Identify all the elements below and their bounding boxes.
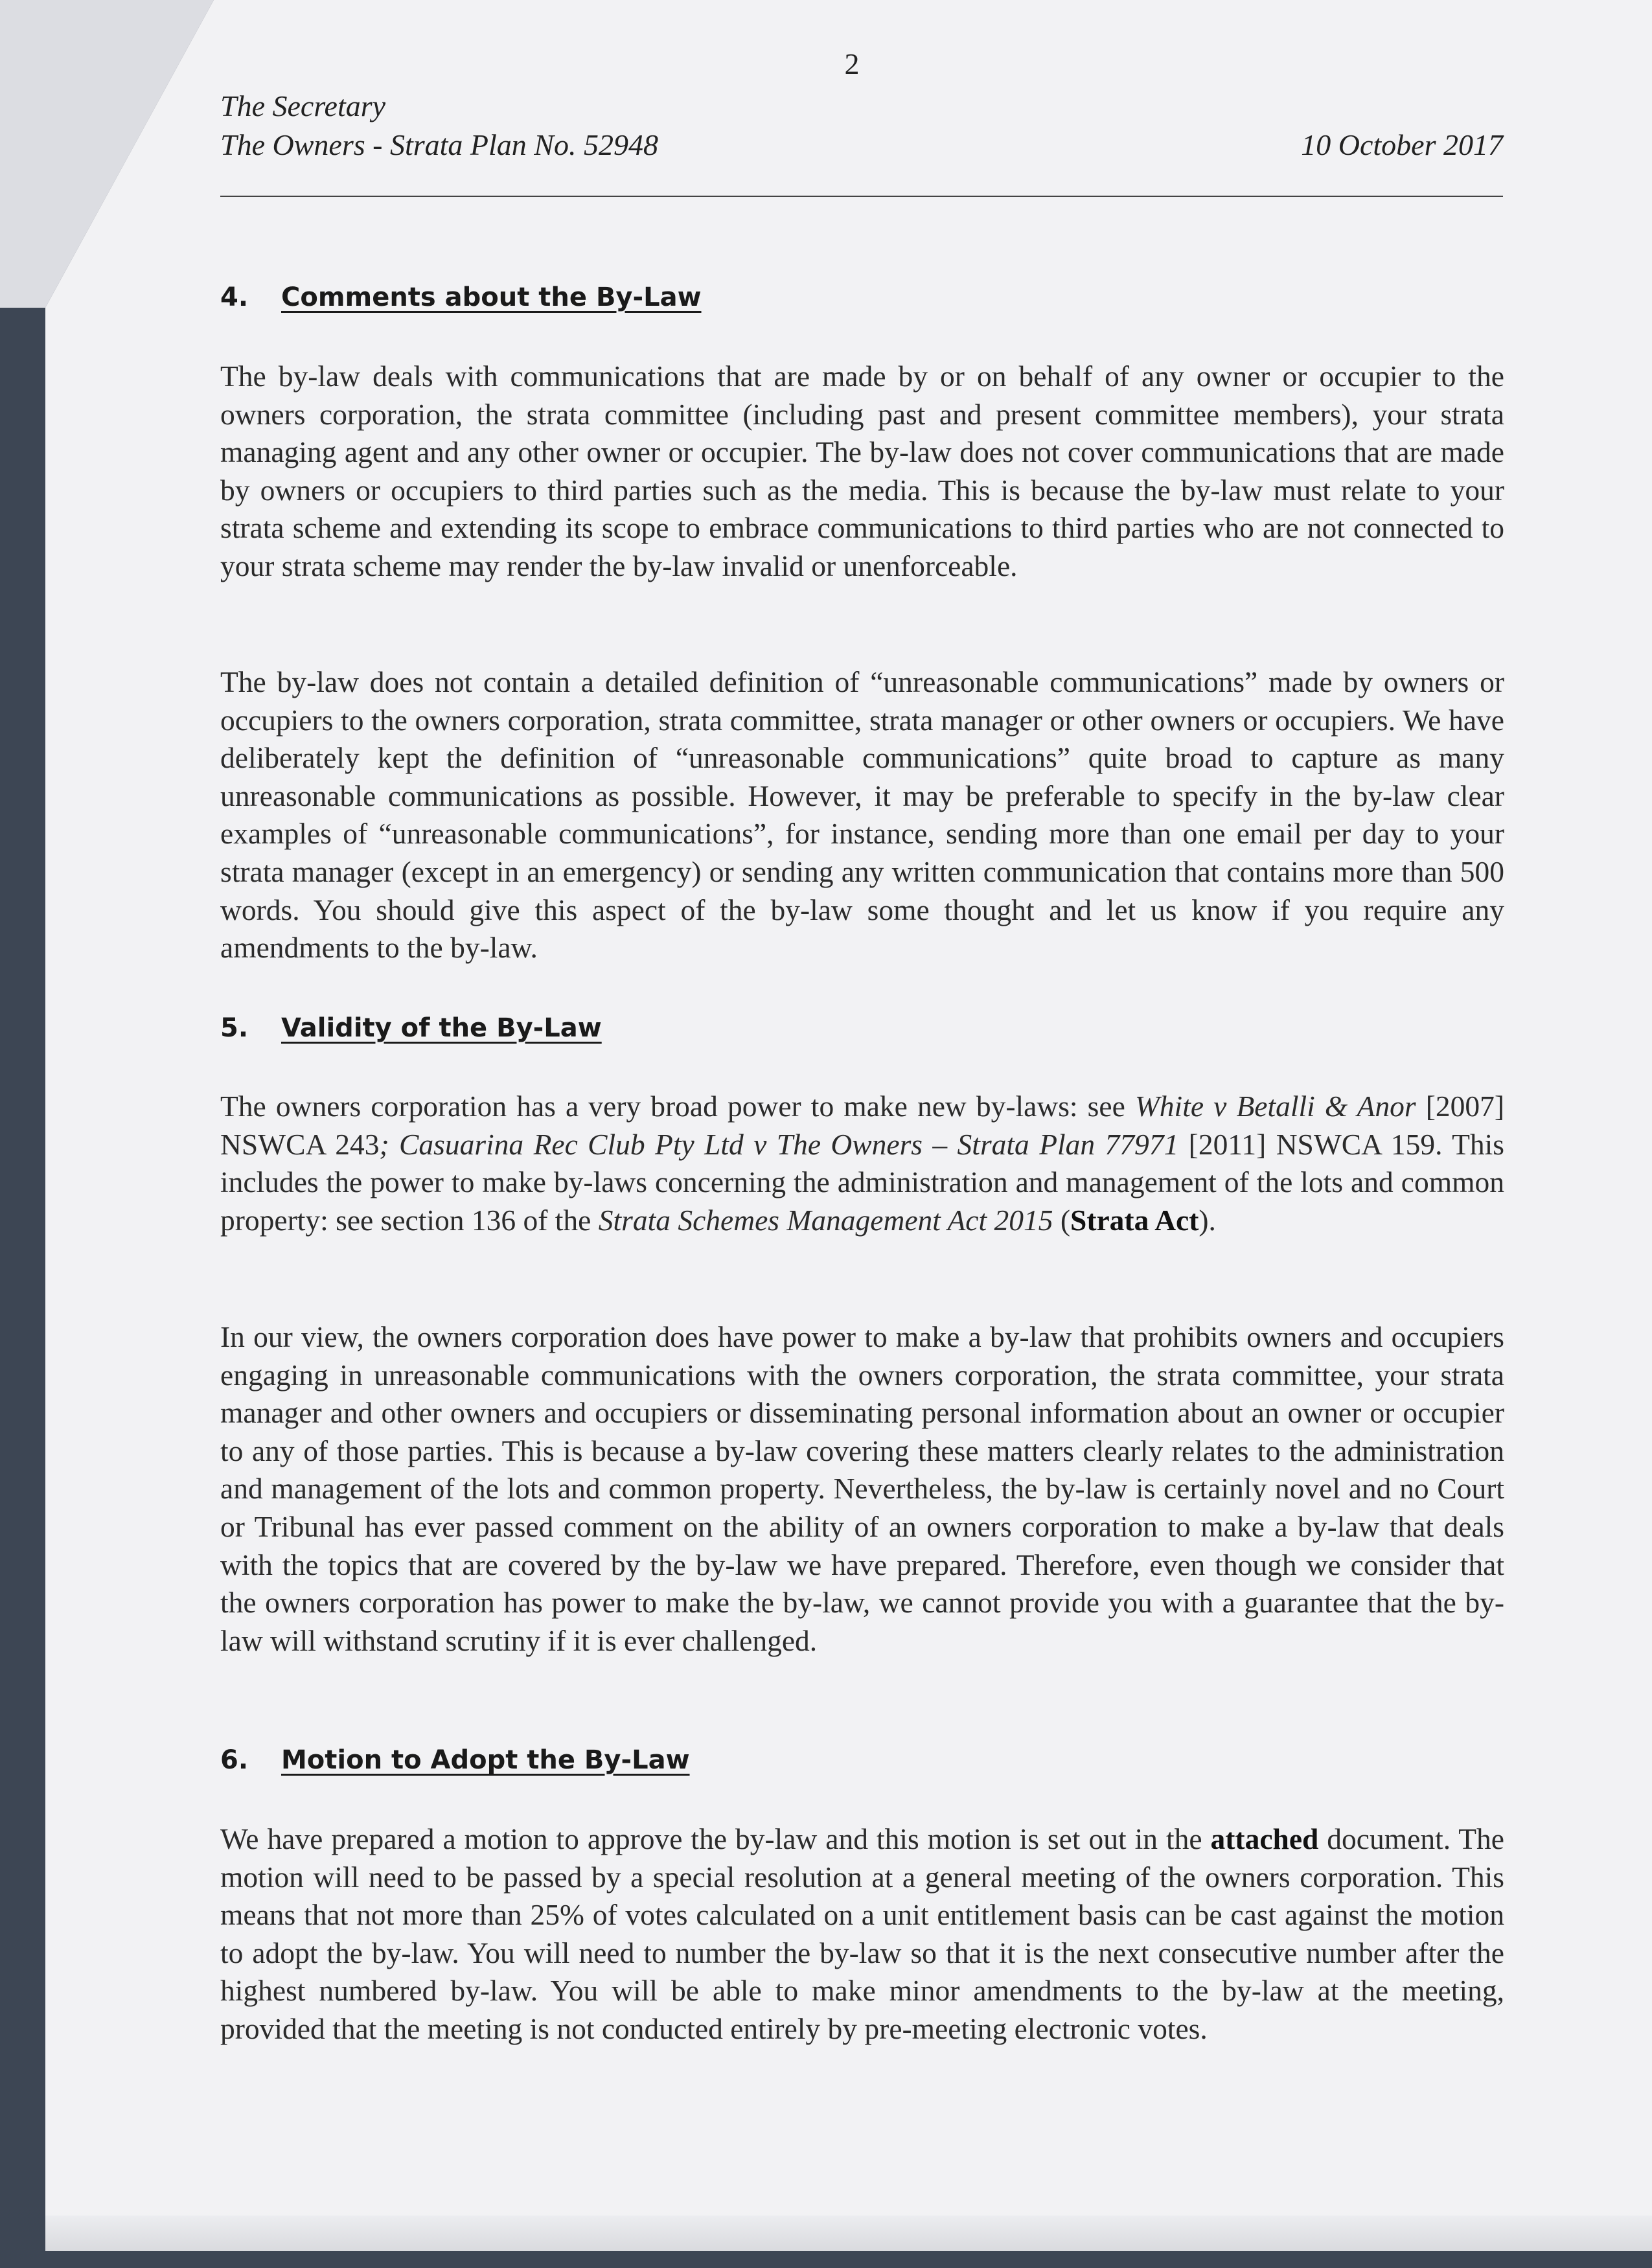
section-6-number: 6. — [220, 1745, 249, 1775]
section-5-paragraph-1: The owners corporation has a very broad power to make new by-laws: see White v Betalli & Anor [2007] NSWCA 243; Casuarina Rec Club Pty Ltd v The Owners – Strata Plan 77971 [2011] NSWCA 159. This includes the power to make by-laws concerning the administration and management of the lots and common property: see section 136 of the Strata Schemes Management Act 2015 (Strata Act). — [220, 1090, 1504, 1237]
bold-attached: attached — [1210, 1822, 1319, 1855]
section-6-paragraph-1: We have prepared a motion to approve the by-law and this motion is set out in the attached document. The motion will need to be passed by a special resolution at a general meeting of the owners corporation. This means that not more than 25% of votes calculated on a unit entitlement basis can be cast against the motion to adopt the by-law. You will need to number the by-law so that it is the next consecutive number after the highest numbered by-law. You will be able to make minor amendments to the by-law at the meeting, provided that the meeting is not conducted entirely by pre-meeting electronic votes. — [220, 1822, 1504, 2045]
section-4-paragraph-2: The by-law does not contain a detailed definition of “unreasonable communications” made by owners or occupiers to the owners corporation, strata committee, strata manager or other owners or occupiers. We have deliberately kept the definition of “unreasonable communications” quite broad to capture as many unreasonable communications as possible. However, it may be preferable to specify in the by-law clear examples of “unreasonable communications”, for instance, sending more than one email per day to your strata manager (except in an emergency) or sending any written communication that contains more than 500 words. You should give this aspect of the by-law some thought and let us know if you require any amendments to the by-law. — [220, 665, 1504, 965]
case-citation-white-v-betalli: White v Betalli & Anor — [1134, 1090, 1416, 1123]
section-4-title: Comments about the By-Law — [281, 282, 702, 312]
header-recipient: The Secretary — [220, 89, 386, 122]
section-5-title: Validity of the By-Law — [281, 1013, 602, 1043]
section-6-heading — [220, 1745, 690, 1775]
section-4-heading — [220, 282, 702, 312]
header-line-2 — [220, 124, 1503, 166]
section-4-paragraph-1: The by-law deals with communications that are made by or on behalf of any owner or occupier to the owners corporation, the strata committee (including past and present committee members), your strata managing agent and any other owner or occupier. The by-law does not cover communications that are made by owners or occupiers to third parties such as the media. This is because the by-law must relate to your strata scheme and extending its scope to embrace communications to third parties who are not connected to your strata scheme may render the by-law invalid or unenforceable. — [220, 360, 1504, 582]
page-number: 2 — [844, 47, 860, 80]
section-6-title: Motion to Adopt the By-Law — [281, 1745, 690, 1775]
section-5-heading — [220, 1013, 602, 1043]
defined-term-strata-act: Strata Act — [1070, 1203, 1199, 1237]
section-5-number: 5. — [220, 1013, 249, 1043]
section-5-paragraph-2: In our view, the owners corporation does have power to make a by-law that prohibits owners and occupiers engaging in unreasonable communications with the owners corporation, the strata committee, your strata manager and other owners and occupiers or disseminating personal information about an owner or occupier to any of those parties. This is because a by-law covering these matters clearly relates to the administration and management of the lots and common property. Nevertheless, the by-law is certainly novel and no Court or Tribunal has ever passed comment on the ability of an owners corporation to make a by-law that deals with the topics that are covered by the by-law we have prepared. Therefore, even though we consider that the owners corporation has power to make the by-law, we cannot provide you with a guarantee that the by-law will withstand scrutiny if it is ever challenged. — [220, 1320, 1504, 1657]
act-citation: Strata Schemes Management Act 2015 — [598, 1203, 1053, 1237]
page-bottom-edge — [45, 2216, 1652, 2251]
section-4-number: 4. — [220, 282, 249, 312]
case-citation-casuarina: Casuarina Rec Club Pty Ltd v The Owners – Strata Plan 77971 — [399, 1127, 1179, 1161]
header-rule — [220, 196, 1503, 197]
header-owners: The Owners - Strata Plan No. 52948 — [220, 128, 658, 161]
header-date: 10 October 2017 — [1301, 128, 1503, 161]
